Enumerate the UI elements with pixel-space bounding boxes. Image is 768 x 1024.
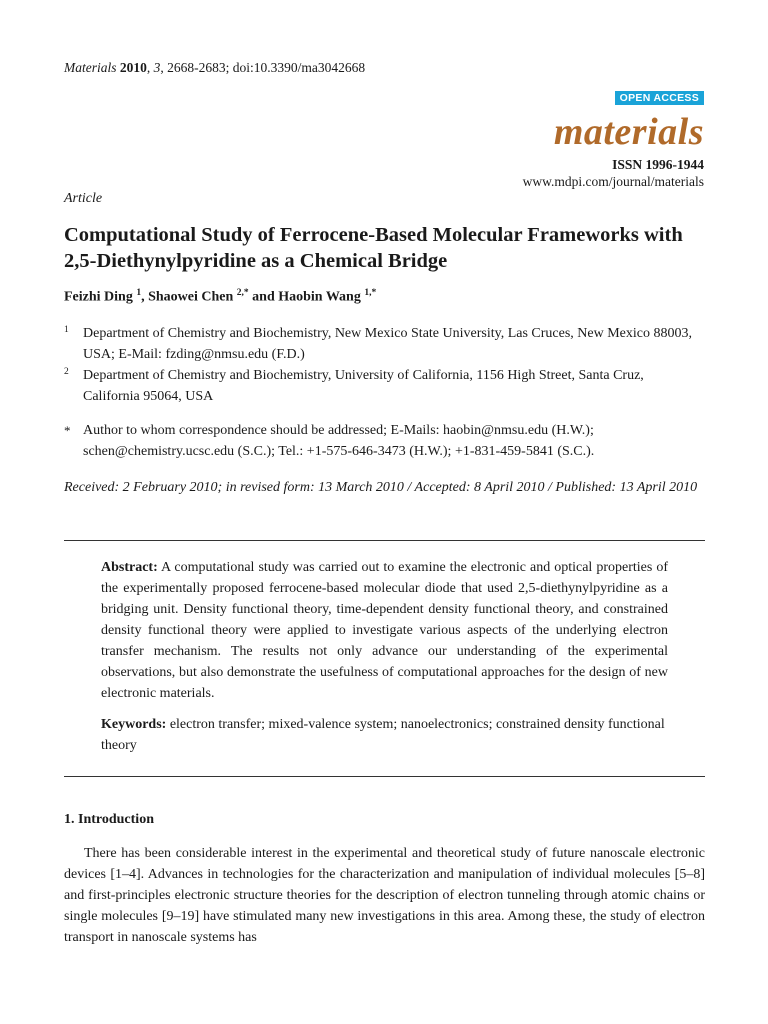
journal-citation: Materials 2010, 3, 2668-2683; doi:10.3390/ma3042668 xyxy=(64,60,366,75)
journal-logo: materials xyxy=(553,111,704,153)
author-3: and Haobin Wang xyxy=(248,289,365,305)
introduction-paragraph: There has been considerable interest in the experimental and theoretical study of future nanoscale electronic devices [1–4]. Advances in technologies for the characterization and manipulation of individual molecules [5–8] and first-principles electronic structure theories for the description of electron tunneling through atomic chains or single molecules [9–19] have stimulated many new investigations in this area. Among these, the study of electron transport in nanoscale systems has xyxy=(64,846,705,945)
affiliation-2 xyxy=(64,365,704,407)
affiliation-text: Author to whom correspondence should be addressed; E-Mails: haobin@nmsu.edu (H.W.); schen@chemistry.ucsc.edu (S.C.); Tel.: +1-575-646-3473 (H.W.); +1-831-459-5841 (S.C.). xyxy=(83,423,595,459)
affiliation-text: Department of Chemistry and Biochemistry, New Mexico State University, Las Cruces, New Mexico 88003, USA; E-Mail: fzding@nmsu.edu (F.D.) xyxy=(83,326,692,362)
paper-title: Computational Study of Ferrocene-Based Molecular Frameworks with 2,5-Diethynylpyridine as a Chemical Bridge xyxy=(64,224,683,272)
affiliation-number: 1 xyxy=(64,325,69,335)
open-access-badge: OPEN ACCESS xyxy=(615,91,704,105)
section-heading: 1. Introduction xyxy=(64,812,154,827)
abstract xyxy=(101,557,668,704)
author-1: Feizhi Ding xyxy=(64,289,137,305)
divider-top xyxy=(64,540,705,541)
keywords xyxy=(101,714,668,756)
article-type: Article xyxy=(64,191,103,206)
abstract-text: A computational study was carried out to examine the electronic and optical properties of the experimentally proposed ferrocene-based molecular diode that used 2,5-diethynylpyridine as a bridging unit. Density functional theory, time-dependent density functional theory, and constrained density functional theory were applied to investigate various aspects of the underlying electron transfer mechanism. The results not only advance our understanding of the experimental observations, but also demonstrate the usefulness of computational approaches for the design of new electronic materials. xyxy=(101,560,668,701)
author-1-sup: 1 xyxy=(136,288,142,298)
keywords-label: Keywords: xyxy=(101,717,167,732)
divider-bottom xyxy=(64,776,705,777)
journal-name: Materials xyxy=(64,60,117,75)
abstract-label: Abstract: xyxy=(101,560,158,575)
affiliation-number: 2 xyxy=(64,367,69,377)
keywords-text: electron transfer; mixed-valence system; nanoelectronics; constrained density functional theory xyxy=(101,717,665,753)
journal-volume: 3 xyxy=(153,60,161,75)
affiliation-1 xyxy=(64,323,704,365)
author-3-sup: 1,* xyxy=(364,288,377,298)
author-2: , Shaowei Chen xyxy=(141,289,237,305)
author-2-sup: 2,* xyxy=(236,288,249,298)
correspondence-note xyxy=(64,420,704,462)
author-list xyxy=(64,288,376,306)
journal-url[interactable]: www.mdpi.com/journal/materials xyxy=(522,174,704,189)
affiliation-number: * xyxy=(64,423,71,438)
journal-pages-doi[interactable]: , 2668-2683; doi:10.3390/ma3042668 xyxy=(160,60,366,75)
journal-year: 2010 xyxy=(119,60,147,75)
publication-dates: Received: 2 February 2010; in revised form: 13 March 2010 / Accepted: 8 April 2010 / Published: 13 April 2010 xyxy=(64,480,698,495)
affiliation-text: Department of Chemistry and Biochemistry, University of California, 1156 High Street, Santa Cruz, California 95064, USA xyxy=(83,368,644,404)
issn: ISSN 1996-1944 xyxy=(612,157,704,172)
